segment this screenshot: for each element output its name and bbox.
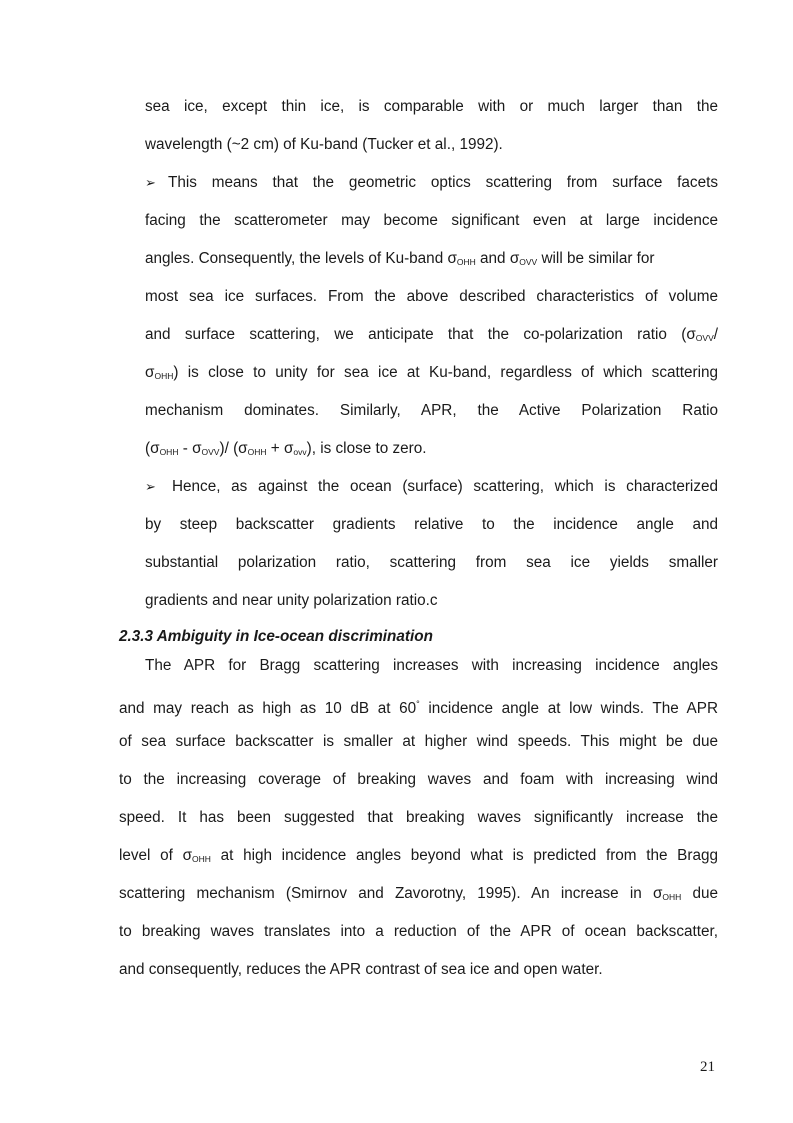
para2-line-5: speed. It has been suggested that breaking waves significantly increase the <box>119 809 718 826</box>
sigma-symbol: σ <box>238 440 248 457</box>
sigma-symbol: σ <box>686 326 696 343</box>
text-run: and surface scattering, we anticipate that the co-polarization ratio ( <box>145 326 687 343</box>
subscript-ovv: ovv <box>293 447 307 457</box>
subscript-ovv: OVV <box>519 257 538 267</box>
text-run: ), is close to zero. <box>306 440 427 457</box>
sigma-symbol: σ <box>447 250 457 267</box>
subscript-ohh: OHH <box>662 892 682 902</box>
text-run: incidence angle at low winds. The APR <box>419 700 718 717</box>
text-run: - <box>178 440 193 457</box>
bullet1-line-5 <box>145 325 718 348</box>
degree-symbol: ° <box>416 699 420 709</box>
text-run: / <box>713 326 718 343</box>
section-heading: 2.3.3 Ambiguity in Ice-ocean discrimination <box>119 628 433 645</box>
para2-line-2 <box>119 694 718 719</box>
para2-line-6 <box>119 846 718 869</box>
text-run: ( <box>145 440 151 457</box>
text-run: and may reach as high as 10 dB at 60 <box>119 700 417 717</box>
para2-line-8: to breaking waves translates into a reduction of the APR of ocean backscatter, <box>119 923 718 940</box>
para2-line-7 <box>119 884 718 907</box>
para2-line-3: of sea surface backscatter is smaller at higher wind speeds. This might be due <box>119 733 718 750</box>
sigma-symbol: σ <box>150 440 160 457</box>
text-run: angles. Consequently, the levels of Ku-band <box>145 250 448 267</box>
bullet1-line-1: This means that the geometric optics scattering from surface facets <box>168 174 718 191</box>
bullet2-line-4: gradients and near unity polarization ratio.c <box>145 592 438 609</box>
bullet2-line-1: Hence, as against the ocean (surface) scattering, which is characterized <box>172 478 718 495</box>
sigma-symbol: σ <box>509 250 520 267</box>
para2-line-4: to the increasing coverage of breaking waves and foam with increasing wind <box>119 771 718 788</box>
text-run: )/ ( <box>219 440 239 457</box>
bullet2-line-3: substantial polarization ratio, scattering from sea ice yields smaller <box>145 554 718 571</box>
text-run: and <box>475 250 510 267</box>
page-number: 21 <box>700 1059 715 1075</box>
bullet1-line-4: most sea ice surfaces. From the above described characteristics of volume <box>145 288 718 305</box>
subscript-ohh: OHH <box>456 257 476 267</box>
subscript-ohh: OHH <box>159 447 179 457</box>
para2-line-9: and consequently, reduces the APR contrast of sea ice and open water. <box>119 961 603 978</box>
bullet1-line-6 <box>145 363 718 386</box>
subscript-ohh: OHH <box>154 371 174 381</box>
sigma-symbol: σ <box>283 440 294 457</box>
bullet2-line-2: by steep backscatter gradients relative to the incidence angle and <box>145 516 718 533</box>
text-run: at high incidence angles beyond what is predicted from the Bragg <box>210 847 718 864</box>
sigma-symbol: σ <box>145 364 155 381</box>
subscript-ohh: OHH <box>247 447 267 457</box>
bullet1-line-8 <box>145 439 427 462</box>
para1-line-1: sea ice, except thin ice, is comparable with or much larger than the <box>145 98 718 115</box>
sigma-symbol: σ <box>192 440 202 457</box>
subscript-ovv: OVV <box>201 447 220 457</box>
sigma-symbol: σ <box>182 847 193 864</box>
para2-line-1: The APR for Bragg scattering increases with increasing incidence angles <box>145 657 718 674</box>
bullet1-line-2: facing the scatterometer may become significant even at large incidence <box>145 212 718 229</box>
text-run: + <box>266 440 284 457</box>
subscript-ovv: OVV <box>695 333 714 343</box>
text-run: will be similar for <box>537 250 655 267</box>
bullet1-line-7: mechanism dominates. Similarly, APR, the Active Polarization Ratio <box>145 402 718 419</box>
bullet1-line-3 <box>145 249 718 272</box>
bullet-arrow-icon: ➢ <box>145 479 156 494</box>
bullet-arrow-icon: ➢ <box>145 175 156 190</box>
text-run: ) is close to unity for sea ice at Ku-band, regardless of which scattering <box>173 364 718 381</box>
text-run: level of <box>119 847 183 864</box>
para1-line-2: wavelength (~2 cm) of Ku-band (Tucker et al., 1992). <box>145 136 503 153</box>
sigma-symbol: σ <box>652 885 663 902</box>
text-run: due <box>681 885 718 902</box>
subscript-ohh: OHH <box>192 854 211 864</box>
text-run: scattering mechanism (Smirnov and Zavorotny, 1995). An increase in <box>119 885 653 902</box>
